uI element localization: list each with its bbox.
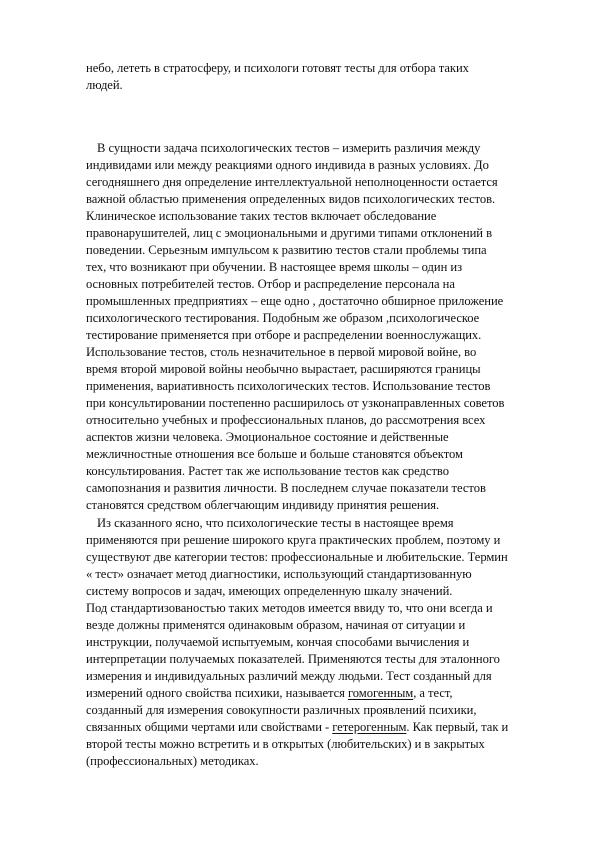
paragraph-line: поведении. Серьезным импульсом к развитию тестов стали проблемы типа <box>86 243 487 257</box>
paragraph-line: применяются при решение широкого круга практических проблем, поэтому и <box>86 533 501 547</box>
paragraph-line: В сущности задача психологических тестов – измерить различия между <box>97 141 481 155</box>
paragraph-line: аспектов жизни человека. Эмоциональное состояние и действенные <box>86 430 449 444</box>
paragraph-line: тех, что возникают при обучении. В настоящее время школы – один из <box>86 260 463 274</box>
intro-line-2: людей. <box>86 78 123 92</box>
paragraph-line: Использование тестов, столь незначительное в первой мировой войне, во <box>86 345 477 359</box>
paragraph-line: межличностные отношения все больше и больше становятся объектом <box>86 447 463 461</box>
term-heterogeneous-link[interactable]: гетерогенным <box>332 720 407 734</box>
paragraph-line: относительно учебных и профессиональных планов, до рассмотрения всех <box>86 413 486 427</box>
paragraph-line: Клиническое использование таких тестов включает обследование <box>86 209 437 223</box>
paragraph-line <box>86 719 508 735</box>
paragraph-line: становятся средством облегчающим индивиду принятия решения. <box>86 498 440 512</box>
paragraph-line: самопознания и развития личности. В последнем случае показатели тестов <box>86 481 486 495</box>
paragraph-line: Под стандартизованостью таких методов имеется ввиду то, что они всегда и <box>86 601 493 615</box>
paragraph-line: тестирование применяется при отборе и распределении военнослужащих. <box>86 328 482 342</box>
paragraph-line: существуют две категории тестов: профессиональные и любительские. Термин <box>86 550 508 564</box>
paragraph-line: индивидами или между реакциями одного индивида в разных условиях. До <box>86 158 489 172</box>
paragraph-line: второй тесты можно встретить и в открытых (любительских) и в закрытых <box>86 737 485 751</box>
paragraph-line: инструкции, получаемой испытуемым, кончая способами вычисления и <box>86 635 470 649</box>
paragraph-line: созданный для измерения совокупности различных проявлений психики, <box>86 703 477 717</box>
paragraph-line <box>86 685 452 701</box>
paragraph-line: время второй мировой войны необычно вырастает, расширяются границы <box>86 362 481 376</box>
term-homogeneous-link[interactable]: гомогенным <box>348 686 414 700</box>
paragraph-line: везде должны применятся одинаковым образом, начиная от ситуации и <box>86 618 466 632</box>
paragraph-line: систему вопросов и задач, имеющих определенную шкалу значений. <box>86 584 453 598</box>
paragraph-line: « тест» означает метод диагностики, использующий стандартизованную <box>86 567 472 581</box>
paragraph-line: промышленных предприятиях – еще одно , достаточно обширное приложение <box>86 294 504 308</box>
paragraph-line: применения, вариативность психологических тестов. Использование тестов <box>86 379 491 393</box>
paragraph-line: сегодняшнего дня определение интеллектуальной неполноценности остается <box>86 175 498 189</box>
paragraph-line: при консультировании постепенно расширилось от узконаправленных советов <box>86 396 505 410</box>
text-run: . Как первый, так и <box>406 720 509 734</box>
paragraph-line: Из сказанного ясно, что психологические тесты в настоящее время <box>97 516 454 530</box>
paragraph-line: психологического тестирования. Подобным же образом ,психологическое <box>86 311 480 325</box>
intro-line-1: небо, лететь в стратосферу, и психологи готовят тесты для отбора таких <box>86 61 469 75</box>
text-run: измерений одного свойства психики, называется <box>86 686 348 700</box>
paragraph-line: правонарушителей, лиц с эмоциональными и другими типами отклонений в <box>86 226 492 240</box>
paragraph-line: (профессиональных) методиках. <box>86 754 259 768</box>
text-run: , а тест, <box>413 686 453 700</box>
text-run: связанных общими чертами или свойствами - <box>86 720 333 734</box>
paragraph-line: консультирования. Растет так же использование тестов как средство <box>86 464 449 478</box>
paragraph-line: интерпретации получаемых показателей. Применяются тесты для эталонного <box>86 652 500 666</box>
paragraph-line: измерения и индивидуальных различий между людьми. Тест созданный для <box>86 669 492 683</box>
paragraph-line: важной областью применения определенных видов психологических тестов. <box>86 192 496 206</box>
paragraph-line: основных потребителей тестов. Отбор и распределение персонала на <box>86 277 455 291</box>
